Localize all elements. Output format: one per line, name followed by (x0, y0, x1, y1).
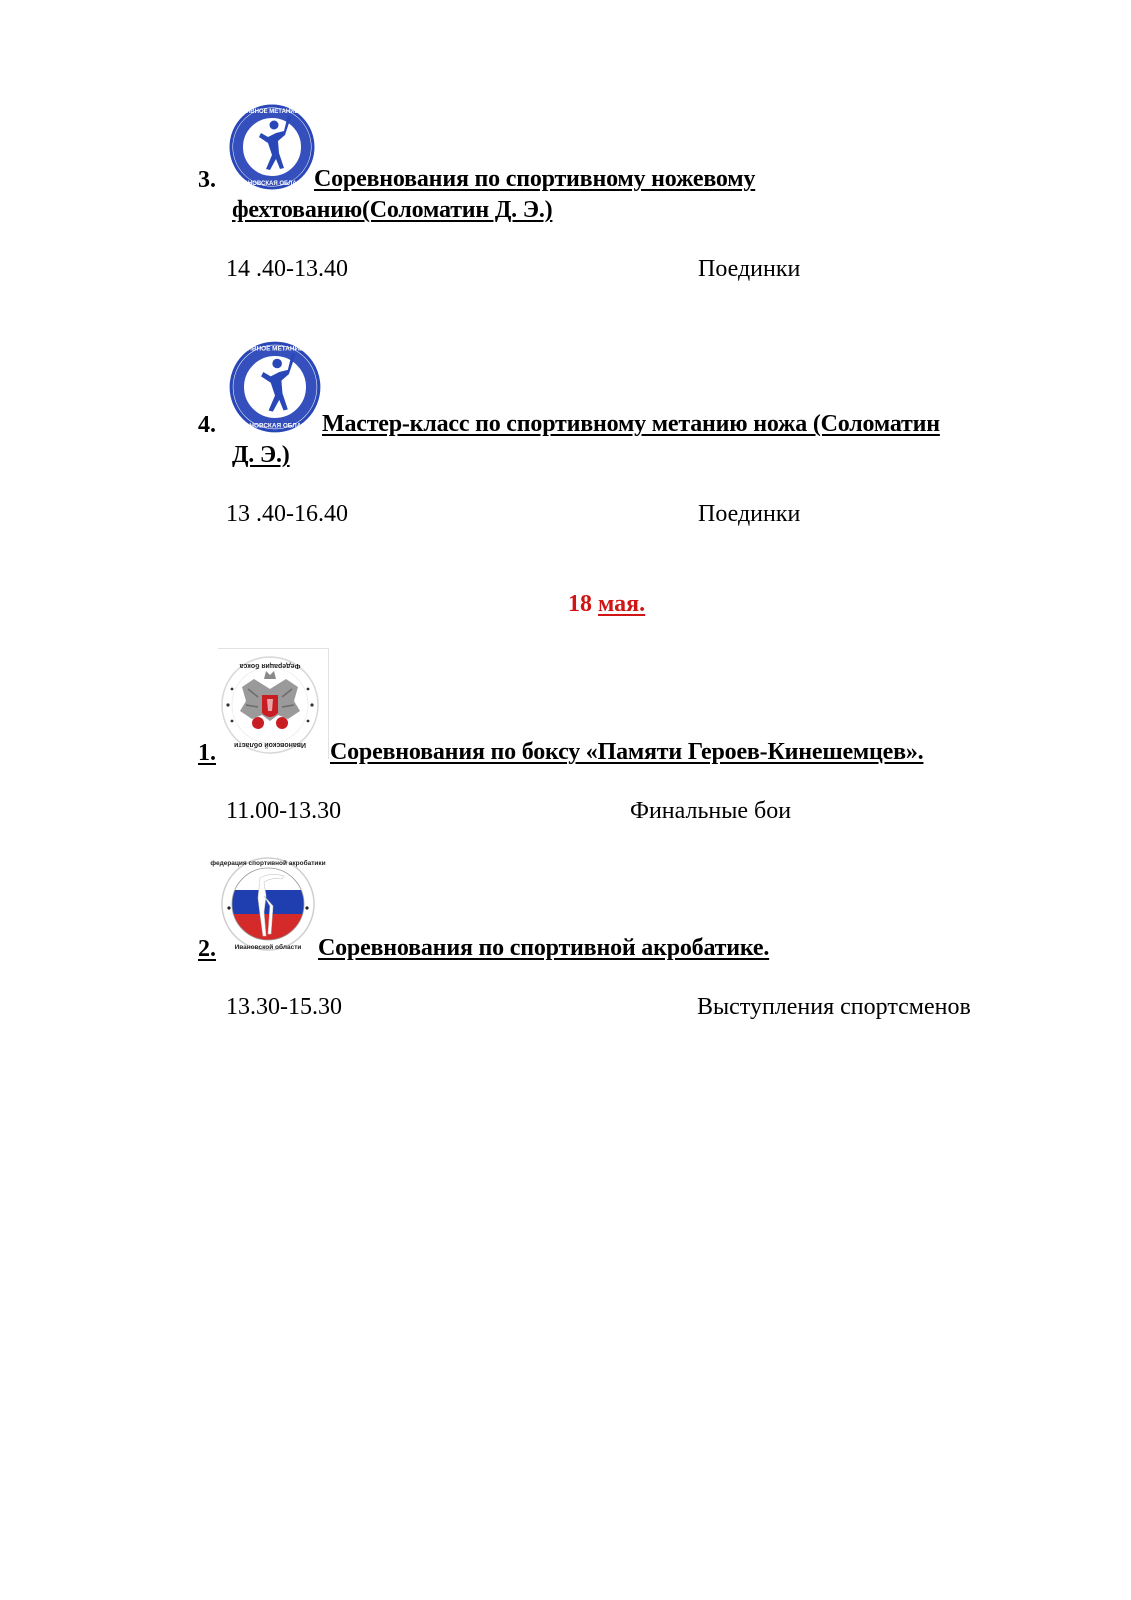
item-time: 11.00-13.30 (226, 798, 342, 824)
item-number: 3. (198, 167, 216, 193)
item-description: Поединки (698, 501, 801, 527)
svg-text:ИВАНОВСКАЯ ОБЛАСТЬ: ИВАНОВСКАЯ ОБЛАСТЬ (235, 422, 315, 430)
boxing-logo-frame (218, 648, 329, 759)
item-title: Соревнования по спортивному ножевому (314, 166, 756, 192)
item-title-continued: фехтованию(Соломатин Д. Э.) (232, 197, 553, 223)
item-number: 1. (198, 740, 216, 766)
item-time: 14 .40-13.40 (226, 256, 348, 282)
item-number: 4. (198, 412, 216, 438)
item-title: Соревнования по спортивной акробатике. (318, 935, 770, 961)
item-description: Финальные бои (630, 798, 792, 824)
boxing-federation-logo-icon (218, 649, 328, 759)
date-day: 18 (568, 591, 592, 617)
item-description: Поединки (698, 256, 801, 282)
svg-text:ИВАНОВСКАЯ ОБЛАСТЬ: ИВАНОВСКАЯ ОБЛАСТЬ (235, 181, 309, 187)
date-heading (568, 590, 645, 618)
item-time: 13 .40-16.40 (226, 501, 348, 527)
item-description: Выступления спортсменов (697, 994, 971, 1020)
svg-text:Ивановской области: Ивановской области (234, 944, 302, 951)
svg-text:СПОРТИВНОЕ МЕТАНИЕ НОЖА: СПОРТИВНОЕ МЕТАНИЕ НОЖА (225, 345, 325, 353)
knife-throwing-federation-logo-icon (225, 103, 319, 191)
item-title: Соревнования по боксу «Памяти Героев-Кинешемцев». (330, 739, 924, 765)
item-title-continued: Д. Э.) (232, 442, 290, 468)
svg-text:Ивановской области: Ивановской области (234, 741, 306, 748)
date-month: мая. (598, 591, 646, 617)
item-title: Мастер-класс по спортивному метанию ножа (Соломатин (322, 411, 940, 437)
acrobatics-federation-logo-icon (210, 856, 326, 952)
knife-throwing-federation-logo-icon (225, 340, 325, 434)
svg-text:СПОРТИВНОЕ МЕТАНИЕ НОЖА: СПОРТИВНОЕ МЕТАНИЕ НОЖА (225, 109, 319, 115)
svg-text:Федерация бокса: Федерация бокса (239, 662, 301, 669)
item-number: 2. (198, 936, 216, 962)
item-time: 13.30-15.30 (226, 994, 342, 1020)
svg-text:федерация спортивной акробатик: федерация спортивной акробатики (210, 860, 326, 867)
